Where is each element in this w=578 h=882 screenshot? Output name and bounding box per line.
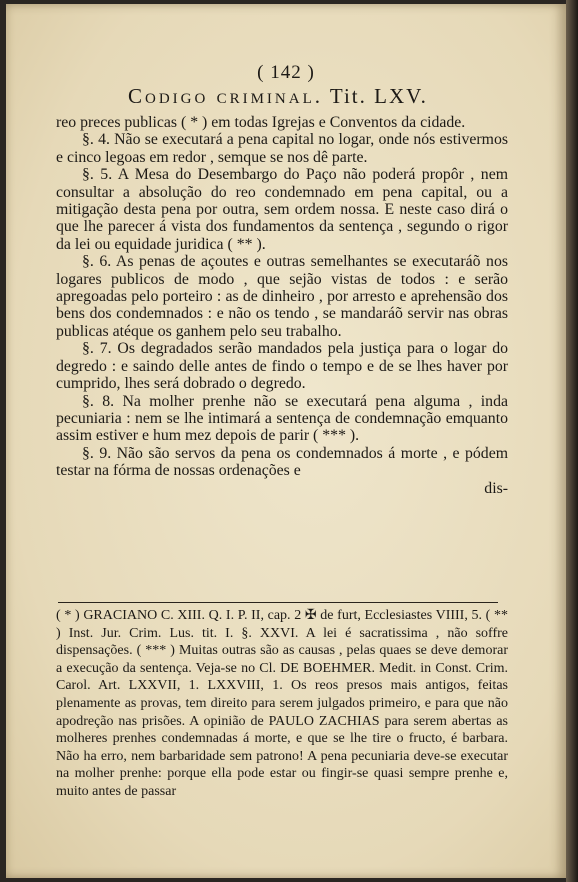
- footnote-rule: [58, 602, 498, 603]
- running-head-section: Tit. LXV.: [329, 84, 428, 108]
- paragraph-section-4: §. 4. Não se executará a pena capital no logar, onde nós estivermos e cinco legoas em redor , semque se nos dê parte.: [56, 131, 508, 166]
- paragraph-section-5: §. 5. A Mesa do Desembargo do Paço não poderá propôr , nem consultar a absolução do reo condemnado em pena capital, ou a mitigação desta pena por outra, sem ordem nossa. E neste caso dirá o que lhe parecer á vista dos fundamentos da sentença , segundo o rigor da lei ou equidade juridica ( ** ).: [56, 166, 508, 253]
- page-number: ( 142 ): [257, 62, 315, 83]
- footnotes: [56, 607, 508, 801]
- facing-page-edge: [566, 0, 578, 882]
- paragraph-section-9: §. 9. Não são servos da pena os condemnados á morte , e pódem testar na fórma de nossas ordenações e: [56, 444, 508, 480]
- paragraph-section-7: §. 7. Os degradados serão mandados pela justiça para o logar do degredo : e saindo delle antes de findo o tempo e de se lhes haver por cumprido, lhes será dobrado o degredo.: [56, 340, 508, 393]
- catchword: dis-: [484, 479, 508, 497]
- book-page: [6, 4, 566, 878]
- paragraph-section-8: §. 8. Na molher prenhe não se executará pena alguma , inda pecuniaria : nem se lhe intimará a sentença de condemnação emquanto assim estiver e hum mez depois de parir ( *** ).: [56, 392, 508, 445]
- main-text: [56, 114, 508, 497]
- paragraph-section-6: §. 6. As penas de açoutes e outras semelhantes se executaráõ nos logares publicos de modo , que sejão vistas de todos : e serão apregoadas pelo porteiro : as de dinheiro , por arresto e aprehensão dos bens dos condemnados : e não os tendo , se mandaráõ servir nas obras publicas atéque os ganhem pelo seu trabalho.: [56, 253, 508, 340]
- running-head-title: Codigo criminal.: [128, 84, 323, 108]
- paragraph-continuation: reo preces publicas ( * ) em todas Igrejas e Conventos da cidade.: [56, 114, 466, 131]
- running-head: [128, 84, 458, 109]
- footnote-text: ( * ) GRACIANO C. XIII. Q. I. P. II, cap. 2 ✠ de furt, Ecclesiastes VIIII, 5. ( ** ) Inst. Jur. Crim. Lus. tit. I. §. XXVI. A lei é sacratissima , não soffre dispensações. ( *** ) Muitas outras são as causas , pelas quaes se deve demorar a execução da sentença. Veja-se no Cl. DE BOEHMER. Medit. in Const. Crim. Carol. Art. LXXVII, 1. LXXVIII, 1. Os reos presos mais antigos, feitas plenamente as provas, tem direito para serem julgados primeiro, e para que não apodreção nas prisões. A opinião de PAULO ZACHIAS para serem abertas as molheres prenhes condemnadas á morte, e que se lhe tire o fructo, é barbara. Não ha erro, nem barbaridade sem patrono! A pena pecuniaria deve-se executar na molher prenhe: porque ella pode estar ou fingir-se quasi sempre prenhe e, muito antes de passar: [56, 608, 508, 799]
